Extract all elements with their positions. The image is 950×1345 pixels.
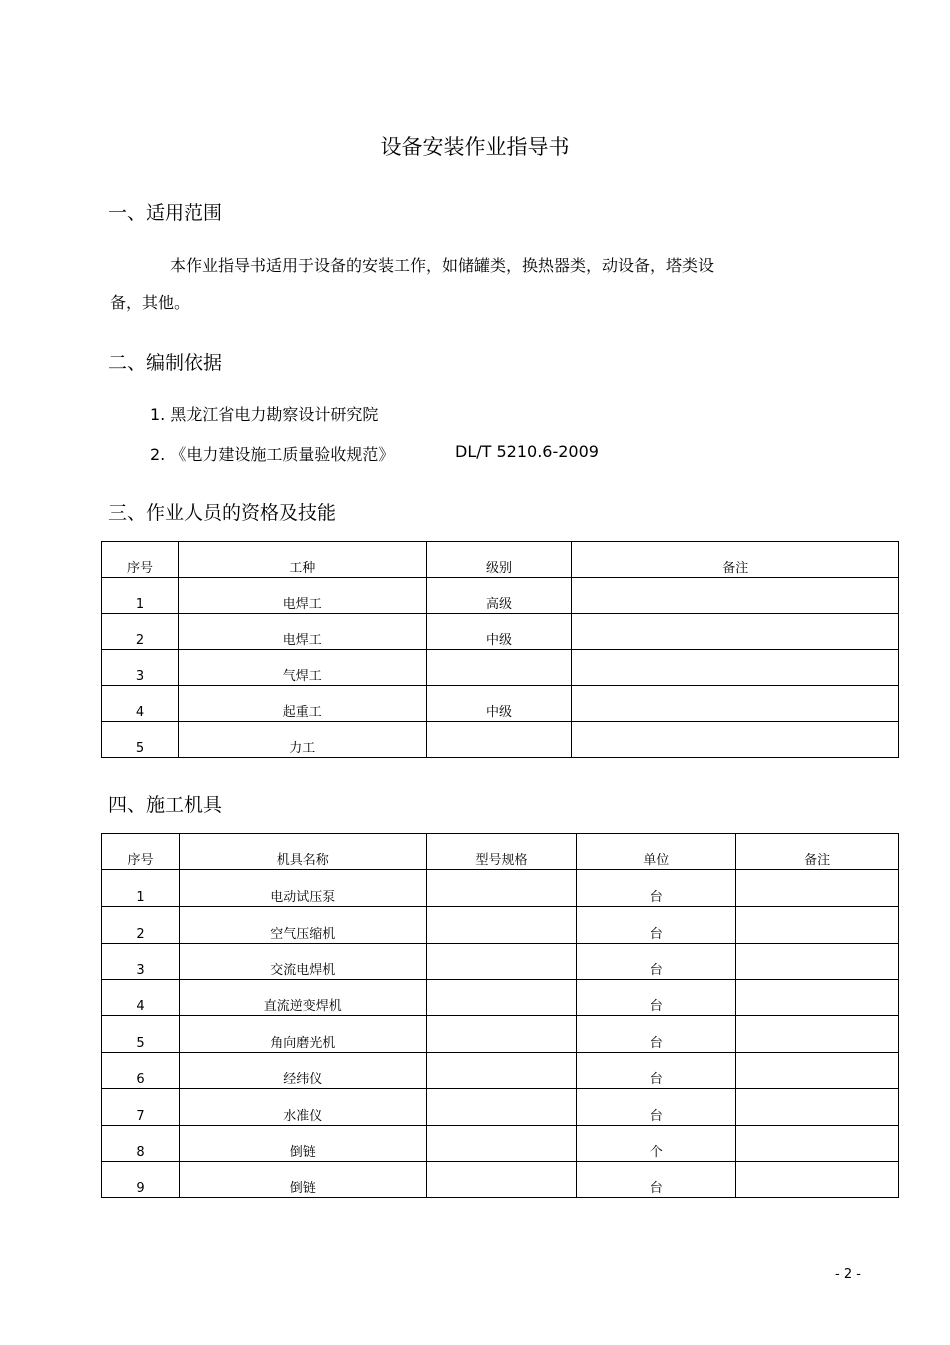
table-cell: 倒链 xyxy=(179,1126,426,1162)
header-cell: 工种 xyxy=(178,542,426,578)
table-cell xyxy=(572,614,899,650)
scope-paragraph-line2: 备，其他。 xyxy=(110,293,191,312)
table-cell: 中级 xyxy=(426,614,572,650)
table-cell xyxy=(426,722,572,758)
table-cell: 台 xyxy=(577,1162,736,1198)
table-cell xyxy=(426,1126,577,1162)
table-cell xyxy=(572,722,899,758)
table-row xyxy=(102,1053,899,1089)
table-cell xyxy=(736,980,899,1016)
section-heading-tools: 四、施工机具 xyxy=(108,794,223,816)
table-cell: 电焊工 xyxy=(178,578,426,614)
table-cell: 7 xyxy=(102,1089,180,1126)
table-row xyxy=(102,1126,899,1162)
table-cell: 1 xyxy=(102,578,179,614)
table-cell xyxy=(426,1016,577,1053)
basis-item-2: 2. 《电力建设施工质量验收规范》 xyxy=(150,445,395,464)
table-cell: 起重工 xyxy=(178,686,426,722)
table-cell xyxy=(426,907,577,944)
table-cell: 台 xyxy=(577,1089,736,1126)
table-cell xyxy=(736,1126,899,1162)
table-cell: 2 xyxy=(102,907,180,944)
table-cell: 5 xyxy=(102,722,179,758)
table-cell: 台 xyxy=(577,1053,736,1089)
table-cell xyxy=(736,944,899,980)
header-cell: 型号规格 xyxy=(426,834,577,870)
table-cell: 交流电焊机 xyxy=(179,944,426,980)
table-cell: 倒链 xyxy=(179,1162,426,1198)
basis-item-2-code: DL/T 5210.6-2009 xyxy=(455,442,599,461)
table-cell: 9 xyxy=(102,1162,180,1198)
table-row xyxy=(102,1089,899,1126)
document-title: 设备安装作业指导书 xyxy=(380,135,570,159)
table-cell: 3 xyxy=(102,650,179,686)
table-cell: 电动试压泵 xyxy=(179,870,426,907)
table-cell xyxy=(426,1089,577,1126)
header-cell: 机具名称 xyxy=(179,834,426,870)
table-cell: 个 xyxy=(577,1126,736,1162)
table-cell xyxy=(426,944,577,980)
section-heading-basis: 二、编制依据 xyxy=(108,352,223,374)
table-cell xyxy=(736,907,899,944)
table-cell: 台 xyxy=(577,1016,736,1053)
table-cell xyxy=(736,1016,899,1053)
header-cell: 备注 xyxy=(572,542,899,578)
basis-item-1: 1. 黑龙江省电力勘察设计研究院 xyxy=(150,405,379,424)
table-cell xyxy=(426,980,577,1016)
table-row xyxy=(102,686,899,722)
table-row xyxy=(102,722,899,758)
personnel-table xyxy=(101,541,899,758)
table-cell: 角向磨光机 xyxy=(179,1016,426,1053)
table-row xyxy=(102,1016,899,1053)
table-cell xyxy=(426,1053,577,1089)
table-cell: 电焊工 xyxy=(178,614,426,650)
table-row xyxy=(102,980,899,1016)
table-cell: 6 xyxy=(102,1053,180,1089)
table-row xyxy=(102,870,899,907)
table-cell: 5 xyxy=(102,1016,180,1053)
table-cell: 中级 xyxy=(426,686,572,722)
table-cell: 水准仪 xyxy=(179,1089,426,1126)
header-cell: 序号 xyxy=(102,542,179,578)
table-cell: 台 xyxy=(577,870,736,907)
table-cell: 3 xyxy=(102,944,180,980)
table-cell: 1 xyxy=(102,870,180,907)
table-cell xyxy=(572,686,899,722)
table-cell: 直流逆变焊机 xyxy=(179,980,426,1016)
table-cell: 8 xyxy=(102,1126,180,1162)
table-cell: 台 xyxy=(577,907,736,944)
table-cell xyxy=(736,1089,899,1126)
table-cell xyxy=(736,870,899,907)
table-cell xyxy=(426,1162,577,1198)
header-cell: 序号 xyxy=(102,834,180,870)
table-header-row xyxy=(102,834,899,870)
table-cell: 台 xyxy=(577,944,736,980)
table-cell: 气焊工 xyxy=(178,650,426,686)
table-cell: 高级 xyxy=(426,578,572,614)
table-cell: 经纬仪 xyxy=(179,1053,426,1089)
scope-paragraph-line1: 本作业指导书适用于设备的安装工作，如储罐类，换热器类，动设备，塔类设 xyxy=(170,256,715,275)
table-cell xyxy=(736,1162,899,1198)
table-cell xyxy=(426,650,572,686)
table-row xyxy=(102,614,899,650)
table-row xyxy=(102,907,899,944)
table-cell: 力工 xyxy=(178,722,426,758)
table-row xyxy=(102,1162,899,1198)
table-header-row xyxy=(102,542,899,578)
table-row xyxy=(102,944,899,980)
section-heading-personnel: 三、作业人员的资格及技能 xyxy=(108,502,337,524)
header-cell: 级别 xyxy=(426,542,572,578)
table-cell: 2 xyxy=(102,614,179,650)
table-cell xyxy=(736,1053,899,1089)
section-heading-scope: 一、适用范围 xyxy=(108,202,223,224)
header-cell: 单位 xyxy=(577,834,736,870)
header-cell: 备注 xyxy=(736,834,899,870)
table-row xyxy=(102,578,899,614)
table-cell xyxy=(426,870,577,907)
table-cell: 台 xyxy=(577,980,736,1016)
table-cell: 4 xyxy=(102,980,180,1016)
table-cell: 4 xyxy=(102,686,179,722)
table-row xyxy=(102,650,899,686)
page-number: - 2 - xyxy=(835,1267,861,1282)
table-cell xyxy=(572,650,899,686)
table-cell: 空气压缩机 xyxy=(179,907,426,944)
tools-table xyxy=(101,833,899,1198)
table-cell xyxy=(572,578,899,614)
